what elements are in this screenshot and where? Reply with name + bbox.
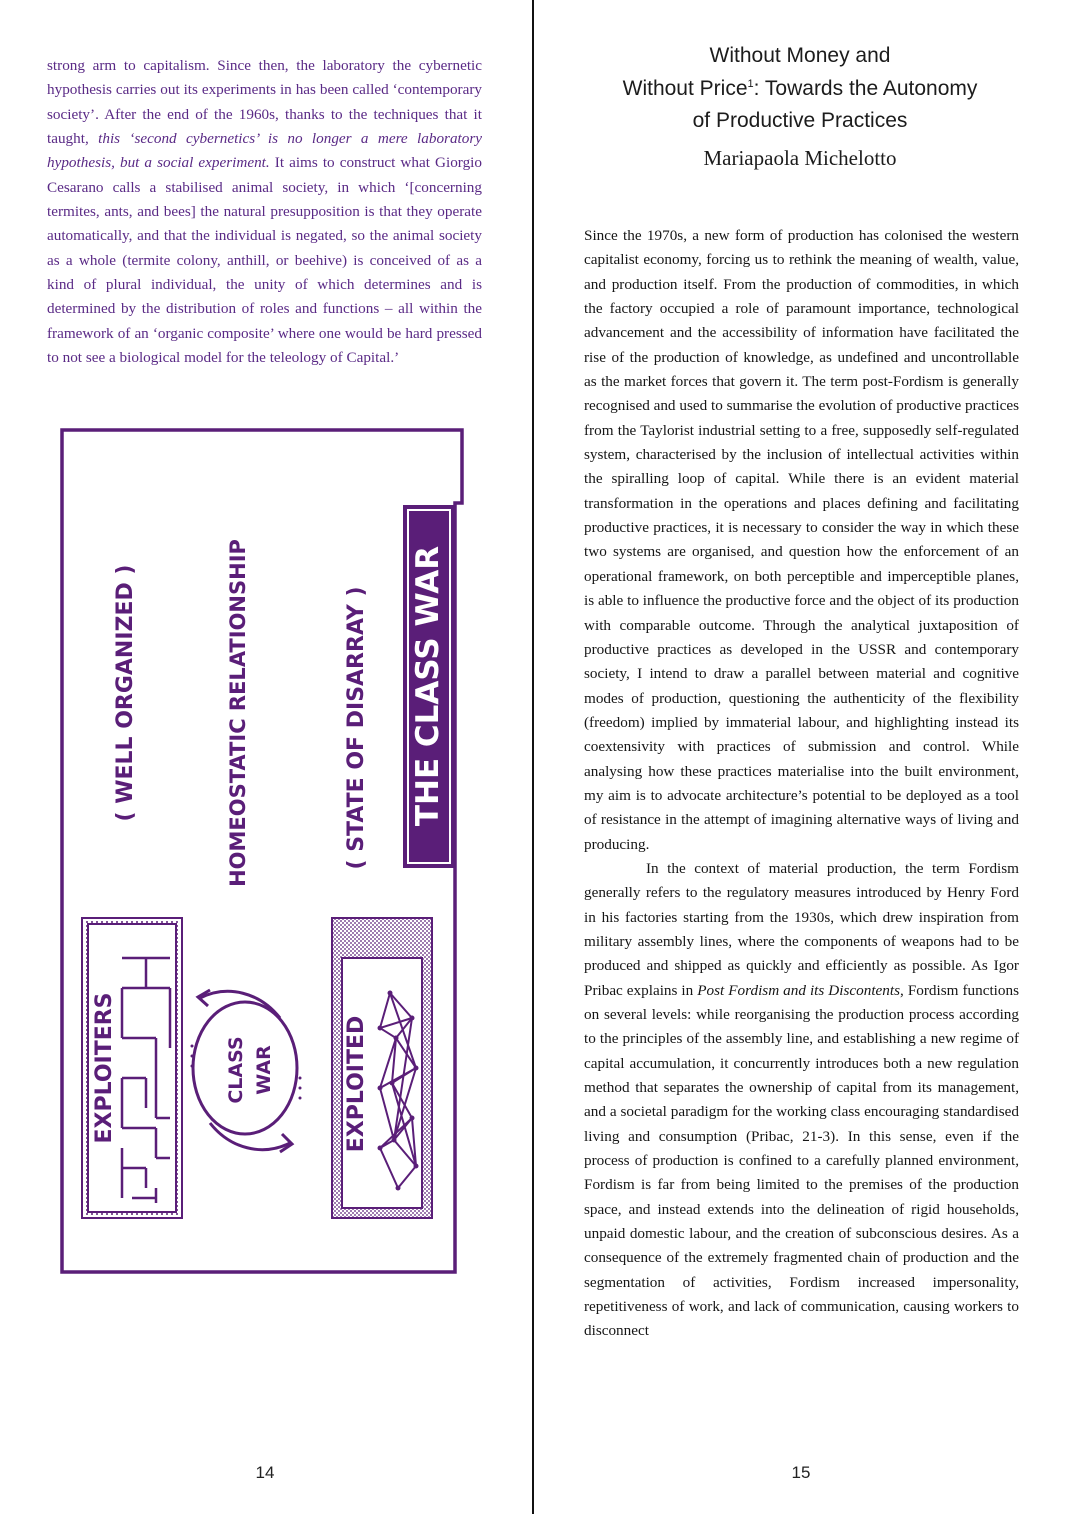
title-line-2-end: : Towards the Autonomy [753,76,978,100]
right-body-text [584,224,1019,1344]
paragraph-2-start: In the context of material production, the term Fordism generally refers to the regulatory measures introduced by Henry Ford in his factories starting from the 1930s, which drew inspiration from military assembly lines, where the components of weapons had to be produced and shipped as quickly and efficiently as possible. As Igor Pribac explains in [584,859,1019,999]
right-page [534,0,1066,1514]
class-war-banner-label: THE CLASS WAR [410,545,446,827]
paragraph-2 [584,857,1019,1344]
paragraph-2-end: , Fordism functions on several levels: while reorganising the production process according to the principles of the assembly line, and establishing a new regime of capital accumulation, it concurrently introduces both a new regulation method that separates the ownership of capital from its management, and a societal paradigm for the working class encouraging standardised living and consumption (Pribac, 21-3). In this sense, even if the process of production is confined to a carefully planned environment, Fordism is far from being limited to the premises of the production space, and instead extends into the delineation of rigid households, unpaid domestic labour, and the creation of subconscious desires. As a consequence of the extremely fragmented chain of production and the segmentation of activities, Fordism increased impersonality, repetitiveness of work, and lack of communication, causing workers to disconnect [584,981,1019,1340]
article-title [594,40,1006,138]
title-line-2 [594,73,1006,106]
circle-war-label: WAR [253,1045,275,1095]
left-body-text [47,54,482,370]
class-war-diagram [60,428,467,1274]
left-page [0,0,532,1514]
paragraph-2-book-title: Post Fordism and its Discontents [697,981,901,999]
circle-class-label: CLASS [225,1036,247,1104]
left-paragraph [47,54,482,370]
homeostatic-relationship-label: HOMEOSTATIC RELATIONSHIP [226,539,250,887]
title-line-1: Without Money and [709,44,891,67]
page-number-left: 14 [255,1463,275,1482]
left-paragraph-start: strong arm to capitalism. Since then, the laboratory the cybernetic hypothesis carries out its experiments in has been called ‘contemporary society’. After the end of the 1960s, thanks to the techniques that it taught, [47,57,482,148]
article-author: Mariapaola Michelotto [703,146,897,170]
state-of-disarray-label: ( STATE OF DISARRAY ) [344,586,369,870]
left-paragraph-end: It aims to construct what Giorgio Cesarano calls a stabilised animal society, in which ‘[concerning termites, ants, and bees] the natural presupposition is that they operate automatically, and that the individual is negated, so the animal society as a whole (termite colony, anthill, or beehive) is conceived of as a kind of plural individual, the unity of which determines and is determined by the distribution of roles and functions – all within the framework of an ‘organic composite’ where one would be hard pressed to not see a biological model for the teleology of Capital.’ [47,154,482,367]
exploited-label: EXPLOITED [344,1015,369,1153]
title-line-2-start: Without Price [622,76,748,100]
well-organized-label: ( WELL ORGANIZED ) [113,564,138,822]
left-paragraph-italic: this ‘second cybernetics’ is no longer a mere laboratory hypothesis, but a social experiment. [47,130,483,172]
title-line-3: of Productive Practices [692,109,908,132]
title-footnote-mark: 1 [747,77,754,90]
paragraph-1: Since the 1970s, a new form of production has colonised the western capitalist economy, forcing us to rethink the meaning of wealth, value, and production itself. From the production of commodities, in which the factory occupied a role of paramount importance, technological advancement and the accessibility of information have facilitated the rise of the production of knowledge, as undefined and uncontrollable as the market forces that govern it. The term post-Fordism is generally recognised and used to summarise the evolution of productive practices from the Taylorist industrial setting to a free, supposedly self-regulated system, characterised by the inclusion of intellectual activities within the spiralling loop of capital. While there is an evident material transformation in the operations and places defining and facilitating productive practices, it is necessary to consider the way in which these two systems are organised, and question how the enforcement of an operational framework, on both perceptible and imperceptible planes, is able to influence the productive force and the object of its production with comparable outcome. Through the analytical juxtaposition of productive practices as developed in the USSR and contemporary society, I intend to draw a parallel between material and cognitive modes of production, questioning the authenticity of the flexibility (freedom) implied by immaterial labour, and highlighting instead its coextensivity with practices of submission and control. While analysing how these practices materialise into the built environment, my aim is to advocate architecture’s potential to be deployed as a tool of resistance in the attempt of imagining alternative ways of living and producing. [584,227,1019,853]
exploiters-label: EXPLOITERS [92,992,117,1144]
page-number-right: 15 [791,1463,811,1482]
